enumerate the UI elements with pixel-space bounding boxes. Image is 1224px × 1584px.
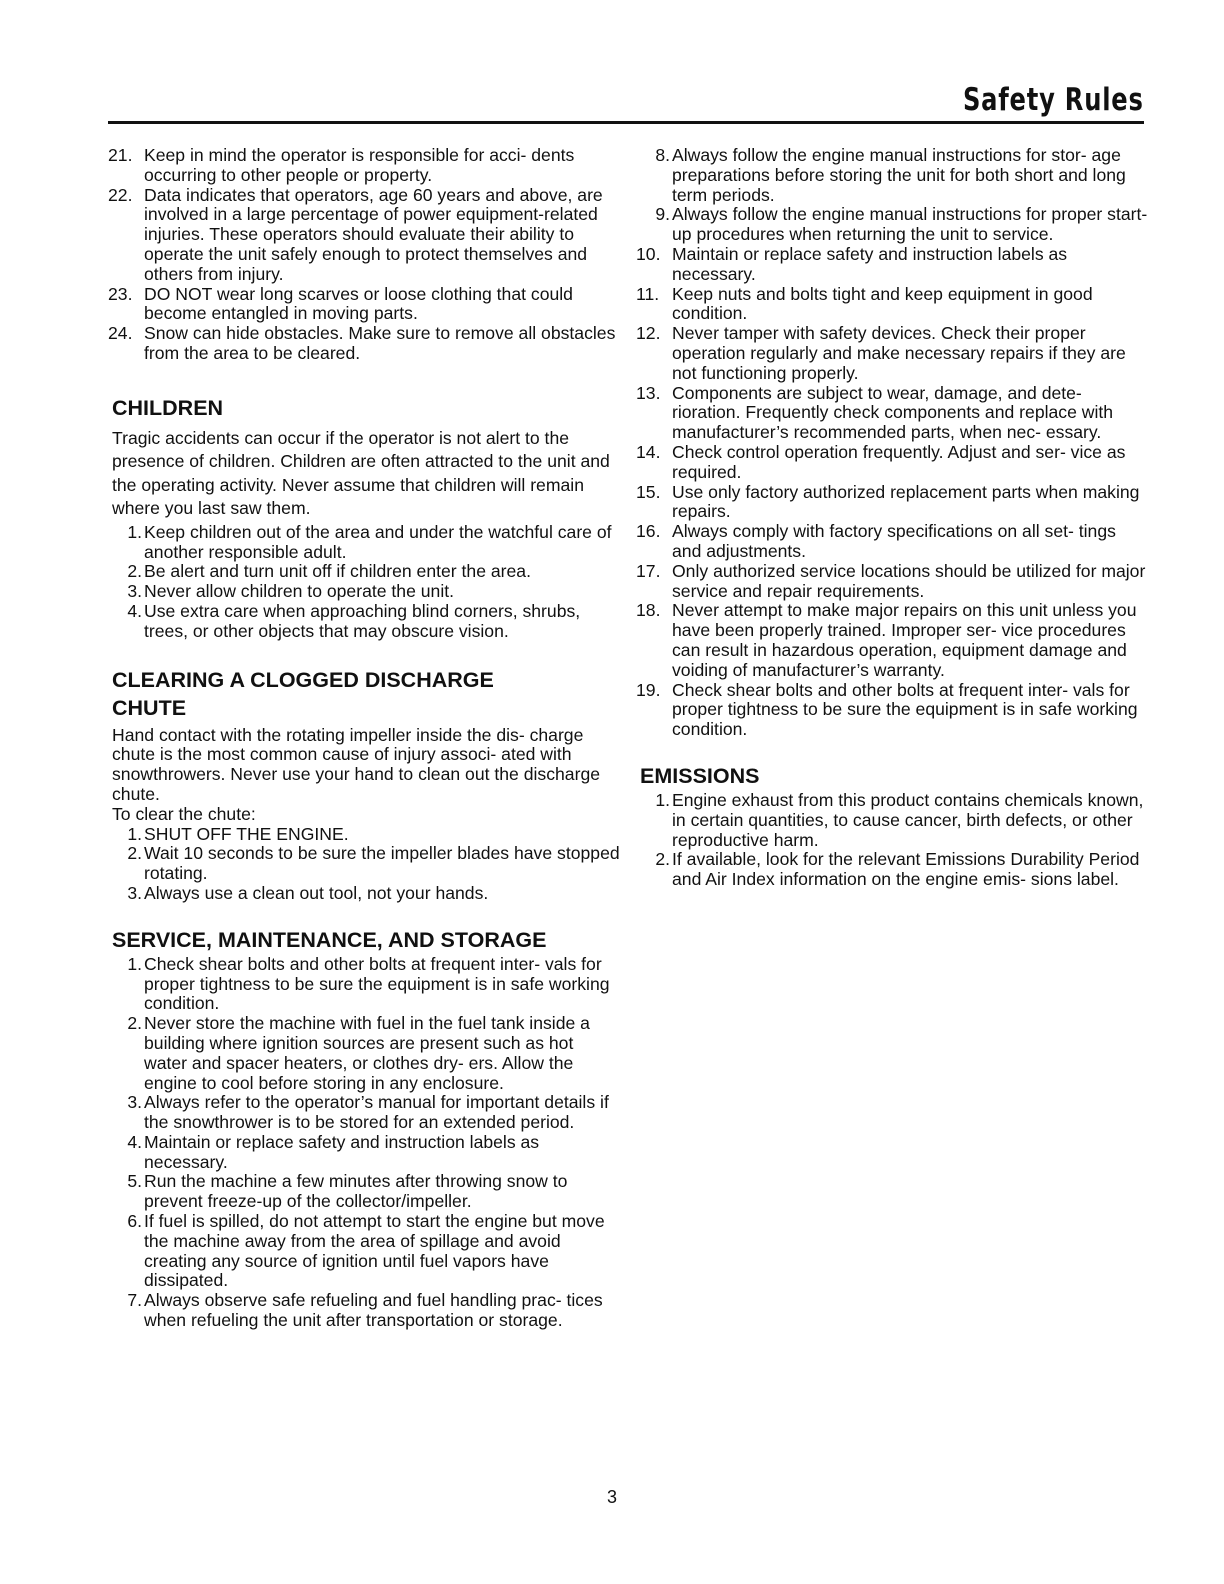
clearing-list	[112, 825, 620, 904]
children-list	[112, 523, 620, 642]
list-item: 2. Wait 10 seconds to be sure the impeller blades have stopped rotating.	[127, 843, 620, 884]
list-item: 1. Engine exhaust from this product contains chemicals known, in certain quantities, to cause cancer, birth defects, or other reproductive harm.	[655, 789, 1144, 850]
list-item: 16. Always comply with factory specifications on all set- tings and adjustments.	[636, 521, 1116, 561]
service-list	[112, 955, 620, 1331]
list-item: 15. Use only factory authorized replacement parts when making repairs.	[636, 481, 1140, 522]
list-item: 11. Keep nuts and bolts tight and keep equipment in good condition.	[636, 283, 1093, 324]
page-number: 3	[606, 1487, 617, 1507]
list-item: 17. Only authorized service locations should be utilized for major service and repair requirements.	[636, 560, 1146, 601]
list-item: 4. Maintain or replace safety and instruction labels as necessary.	[127, 1131, 540, 1172]
list-item: 19. Check shear bolts and other bolts at frequent inter- vals for proper tightness to be sure the equipment is in safe working condition.	[636, 679, 1138, 740]
list-item: 2. If available, look for the relevant Emissions Durability Period and Air Index information on the engine emis- sions label.	[655, 849, 1140, 890]
section-heading-children: CHILDREN	[112, 395, 224, 420]
list-item: 5. Run the machine a few minutes after throwing snow to prevent freeze-up of the collector/impeller.	[127, 1171, 568, 1212]
list-item: 14. Check control operation frequently. Adjust and ser- vice as required.	[636, 441, 1126, 482]
list-item: 6. If fuel is spilled, do not attempt to start the engine but move the machine away from the area of spillage and avoid creating any source of ignition until fuel vapors have dissipated.	[127, 1211, 605, 1291]
section-heading-service: SERVICE, MAINTENANCE, AND STORAGE	[112, 927, 547, 952]
list-item: 4. Use extra care when approaching blind corners, shrubs, trees, or other objects that may obscure vision.	[127, 600, 581, 641]
clearing-intro: Hand contact with the rotating impeller inside the dis- charge chute is the most common cause of injury associ- ated with snowthrowers. Never use your hand to clean out the discharge chute.	[112, 724, 601, 804]
section-heading-clearing: CLEARING A CLOGGED DISCHARGE CHUTE	[112, 667, 494, 720]
list-item: 23. DO NOT wear long scarves or loose clothing that could become entangled in moving parts.	[108, 283, 573, 324]
list-item: 2. Be alert and turn unit off if children enter the area.	[127, 561, 531, 582]
service-list-continued	[636, 145, 1148, 740]
list-item: 8. Always follow the engine manual instructions for stor- age preparations before storing the unit for both short and long term periods.	[655, 145, 1126, 205]
list-item: 3. Always use a clean out tool, not your hands.	[127, 882, 489, 903]
list-item: 3. Never allow children to operate the unit.	[127, 581, 455, 602]
list-item: 1. Check shear bolts and other bolts at frequent inter- vals for proper tightness to be sure the equipment is in safe working condition.	[127, 953, 610, 1014]
section-heading-emissions: EMISSIONS	[640, 763, 760, 788]
list-item: 3. Always refer to the operator’s manual for important details if the snowthrower is to be stored for an extended period.	[127, 1092, 609, 1133]
list-item: 13. Components are subject to wear, damage, and dete- rioration. Frequently check components and replace with manufacturer’s recommended parts, when nec- essary.	[636, 382, 1114, 443]
list-item: 18. Never attempt to make major repairs on this unit unless you have been properly trained. Improper ser- vice procedures can result in hazardous operation, equipment damage and voiding of manufacturer’s warranty.	[636, 600, 1137, 680]
list-item: 9. Always follow the engine manual instructions for proper start-up procedures when returning the unit to service.	[655, 204, 1148, 245]
safety-list-continued	[108, 145, 620, 364]
list-item: 10. Maintain or replace safety and instruction labels as necessary.	[636, 243, 1068, 284]
list-item: 7. Always observe safe refueling and fuel handling prac- tices when refueling the unit after transportation or storage.	[127, 1290, 603, 1331]
emissions-list	[640, 791, 1148, 890]
list-item: 24. Snow can hide obstacles. Make sure to remove all obstacles from the area to be cleared.	[108, 323, 616, 363]
list-item: 22. Data indicates that operators, age 60 years and above, are involved in a large percentage of power equipment-related injuries. These operators should evaluate their ability to operate the unit safely enough to protect themselves and others from injury.	[108, 184, 603, 284]
list-item: 12. Never tamper with safety devices. Check their proper operation regularly and make necessary repairs if they are not functioning properly.	[636, 323, 1126, 383]
list-item: 1. Keep children out of the area and under the watchful care of another responsible adult.	[127, 521, 612, 562]
children-intro: Tragic accidents can occur if the operator is not alert to the presence of children. Children are often attracted to the unit and the operating activity. Never assume that children will remain where you last saw them.	[112, 427, 610, 519]
header-rule	[108, 121, 1144, 124]
list-item: 21. Keep in mind the operator is responsible for acci- dents occurring to other people or property.	[108, 145, 575, 185]
right-column	[636, 145, 1148, 890]
left-column	[108, 145, 620, 1331]
list-item: 2. Never store the machine with fuel in the fuel tank inside a building where ignition sources are present such as hot water and spacer heaters, or clothes dry- ers. Allow the engine to cool before storing in any enclosure.	[127, 1013, 590, 1093]
page-title: Safety Rules	[963, 82, 1144, 118]
clearing-lead: To clear the chute:	[112, 803, 256, 824]
list-item: 1. SHUT OFF THE ENGINE.	[127, 823, 349, 844]
